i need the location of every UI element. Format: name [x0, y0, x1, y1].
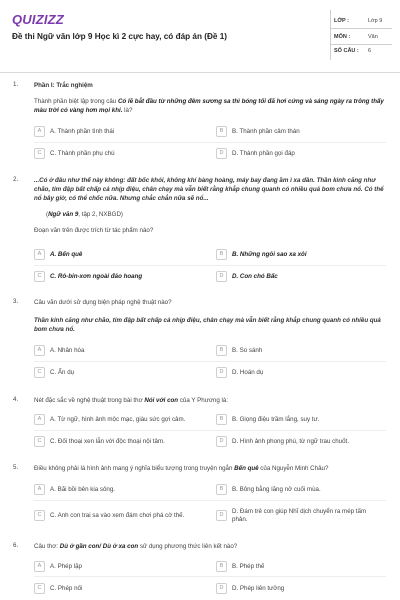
question-number: 2.: [13, 176, 19, 183]
question-text: Đoạn văn trên được trích từ tác phẩm nào?: [34, 227, 154, 234]
worksheet-header: [0, 0, 400, 73]
reading-passage: Thần kinh căng như chão, tim đập bất chấp cả nhịp điệu, chân chạy mà vẫn biết rằng khắp chung quanh có nhiều quả bom chưa nổ.: [34, 317, 381, 333]
section-title: Phần I: Trắc nghiệm: [34, 82, 93, 89]
meta-grade: LỚP : Lớp 9: [334, 18, 383, 24]
question-number: 1.: [13, 81, 19, 88]
question-number: 5.: [13, 464, 19, 471]
question-number: 4.: [13, 396, 19, 403]
meta-divider: [330, 28, 392, 29]
reading-passage: ...Có ở đâu như thế này không: đất bốc khói, không khí bàng hoàng, máy bay đang ầm ì xa dần. Thần kinh căng như chão, tim đập bất chấp cả nhịp điệu, chân chạy mà vẫn biết rằng khắp chung quanh có nhiều quả bom chưa nổ. Có thể nổ bây giờ, có thể chốc nữa. Nhưng chắc chắn nữa sẽ nổ...: [34, 177, 384, 202]
question-text: Thành phần biệt lập trong câu Có lẽ bắt đầu từ những đêm sương sa thì bóng tối đã hơi cứng và sáng ngày ra trông thấy màu trời có vàng hơn mọi khi. là?: [34, 98, 384, 114]
question-number: 6.: [13, 542, 19, 549]
question-text: Điều không phải là hình ảnh mang ý nghĩa biểu tượng trong truyện ngắn Bến quê của Nguyễn Minh Châu?: [34, 465, 329, 472]
passage-source: (Ngữ văn 9, tập 2, NXBGD): [46, 211, 123, 218]
meta-question-count: SỐ CÂU : 6: [334, 48, 372, 54]
meta-subject: MÔN : Văn: [334, 34, 378, 40]
quizizz-logo: QUIZIZZ: [12, 12, 64, 27]
question-number: 3.: [13, 298, 19, 305]
question-text: Câu thơ: Dù ở gần con/ Dù ở xa con sử dụng phương thức liên kết nào?: [34, 543, 238, 550]
question-text: Câu văn dưới sử dụng biện pháp nghệ thuật nào?: [34, 299, 172, 306]
page-title: Đề thi Ngữ văn lớp 9 Học kì 2 cực hay, có đáp án (Đề 1): [12, 32, 227, 41]
question-text: Nét đặc sắc về nghệ thuật trong bài thơ Nói với con của Y Phương là:: [34, 397, 229, 404]
